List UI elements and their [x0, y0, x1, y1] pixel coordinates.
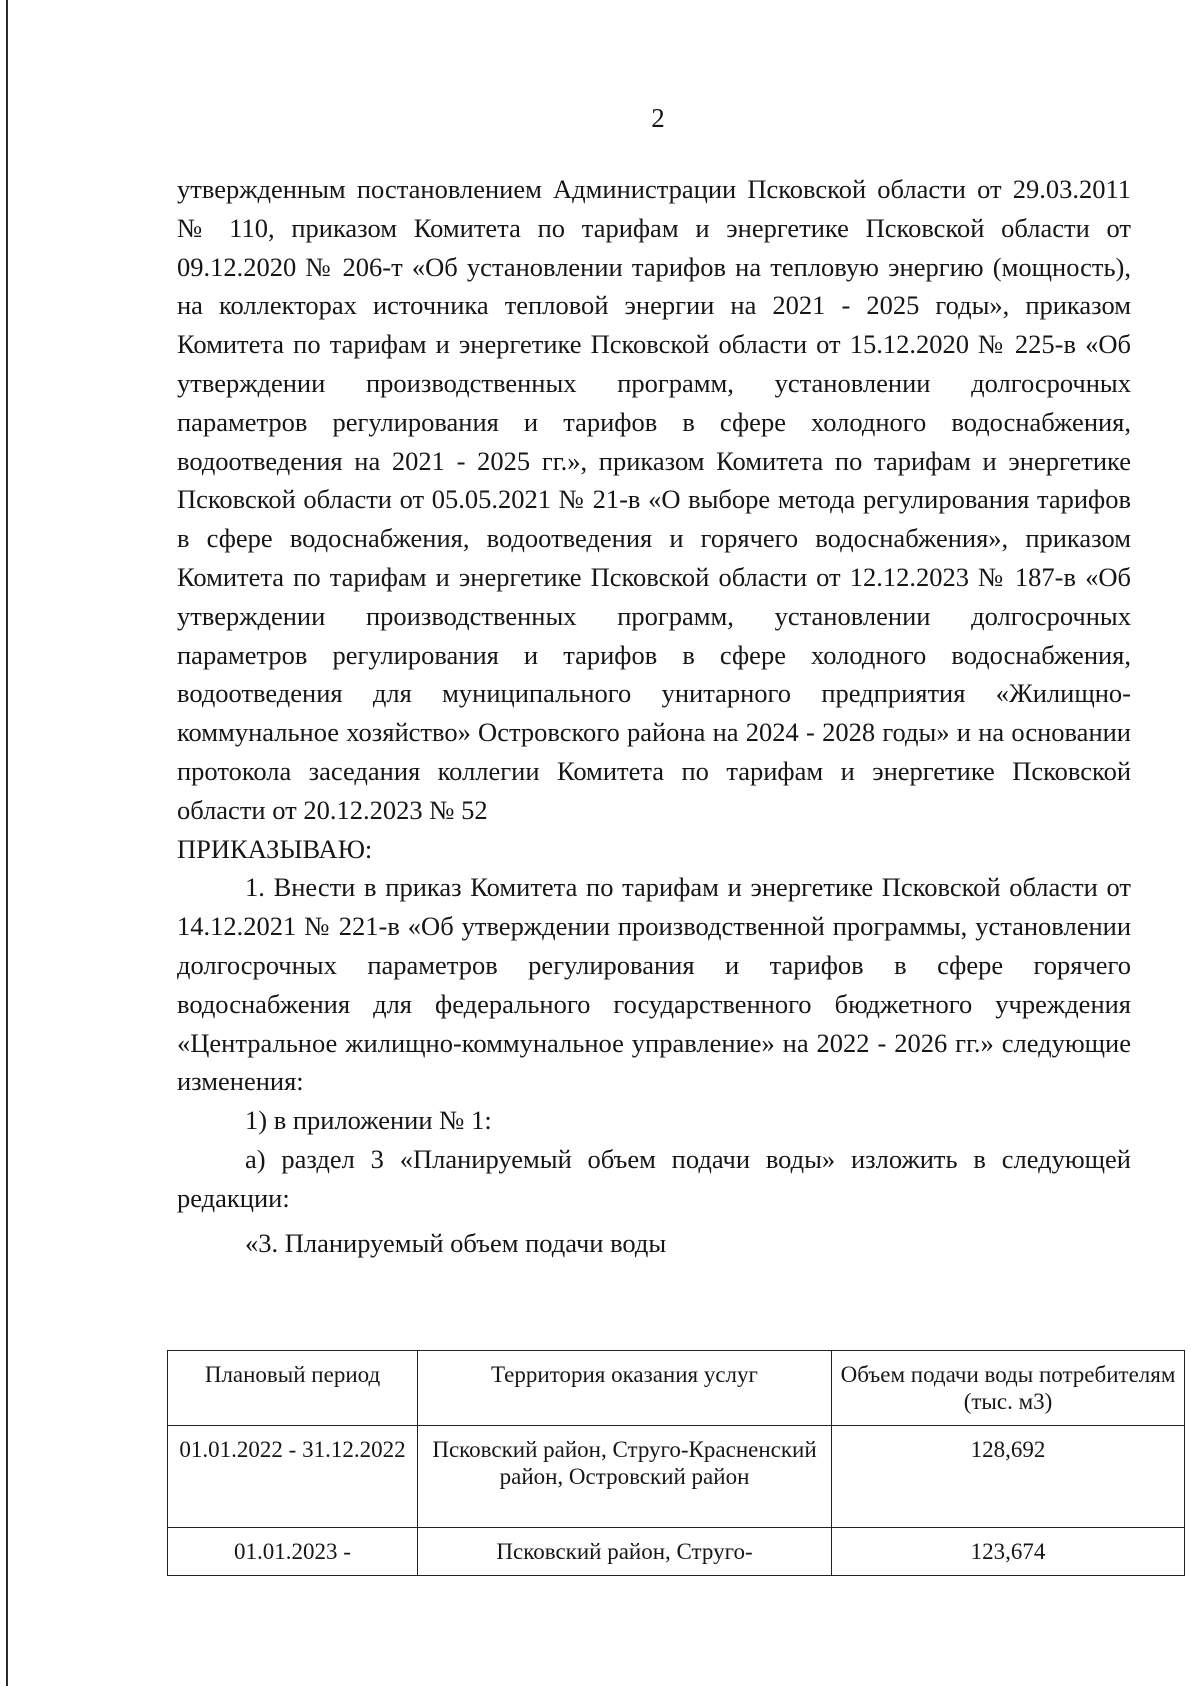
cell-volume: 128,692 — [832, 1426, 1185, 1528]
paragraph-item-1: 1. Внести в приказ Комитета по тарифам и энергетике Псковской области от 14.12.2021 № 221-в «Об утверждении производственной программы, установлении долгосрочных параметров регулирования и тарифов в сфере горячего водоснабжения для федерального государственного бюджетного учреждения «Центральное жилищно-коммунальное управление» на 2022 - 2026 гг.» следующие изменения: — [177, 872, 1131, 1097]
cell-period: 01.01.2022 - 31.12.2022 — [168, 1426, 418, 1528]
table-header-row — [168, 1351, 1185, 1426]
cell-period: 01.01.2023 - — [168, 1528, 418, 1576]
water-volume-table-wrap — [167, 1350, 1176, 1576]
paragraph-subitem-a: а) раздел 3 «Планируемый объем подачи воды» изложить в следующей редакции: — [177, 1143, 1131, 1213]
table-row — [168, 1528, 1185, 1576]
table-row — [168, 1426, 1185, 1528]
header-service-territory: Территория оказания услуг — [418, 1351, 832, 1426]
document-body — [177, 170, 1131, 1262]
cell-territory: Псковский район, Струго-Красненский район, Островский район — [418, 1426, 832, 1528]
scan-left-edge — [6, 0, 8, 1686]
paragraph-subitem-1: 1) в приложении № 1: — [245, 1105, 492, 1136]
water-volume-table — [167, 1350, 1185, 1576]
header-water-volume: Объем подачи воды потребителям (тыс. м3) — [832, 1351, 1185, 1426]
header-planned-period: Плановый период — [168, 1351, 418, 1426]
cell-volume: 123,674 — [832, 1528, 1185, 1576]
order-heading: ПРИКАЗЫВАЮ: — [177, 833, 373, 864]
page-number: 2 — [651, 103, 665, 133]
section-title: «3. Планируемый объем подачи воды — [245, 1227, 667, 1258]
paragraph-legal-basis: утвержденным постановлением Администрации Псковской области от 29.03.2011 № 110, приказом Комитета по тарифам и энергетике Псковской области от 09.12.2020 № 206-т «Об установлении тарифов на тепловую энергию (мощность), на коллекторах источника тепловой энергии на 2021 - 2025 годы», приказом Комитета по тарифам и энергетике Псковской области от 15.12.2020 № 225-в «Об утверждении производственных программ, установлении долгосрочных параметров регулирования и тарифов в сфере холодного водоснабжения, водоотведения на 2021 - 2025 гг.», приказом Комитета по тарифам и энергетике Псковской области от 05.05.2021 № 21-в «О выборе метода регулирования тарифов в сфере водоснабжения, водоотведения и горячего водоснабжения», приказом Комитета по тарифам и энергетике Псковской области от 12.12.2023 № 187-в «Об утверждении производственных программ, установлении долгосрочных параметров регулирования и тарифов в сфере холодного водоснабжения, водоотведения для муниципального унитарного предприятия «Жилищно-коммунальное хозяйство» Островского района на 2024 - 2028 годы» и на основании протокола заседания коллегии Комитета по тарифам и энергетике Псковской области от 20.12.2023 № 52 — [177, 174, 1131, 825]
cell-territory: Псковский район, Струго- — [418, 1528, 832, 1576]
